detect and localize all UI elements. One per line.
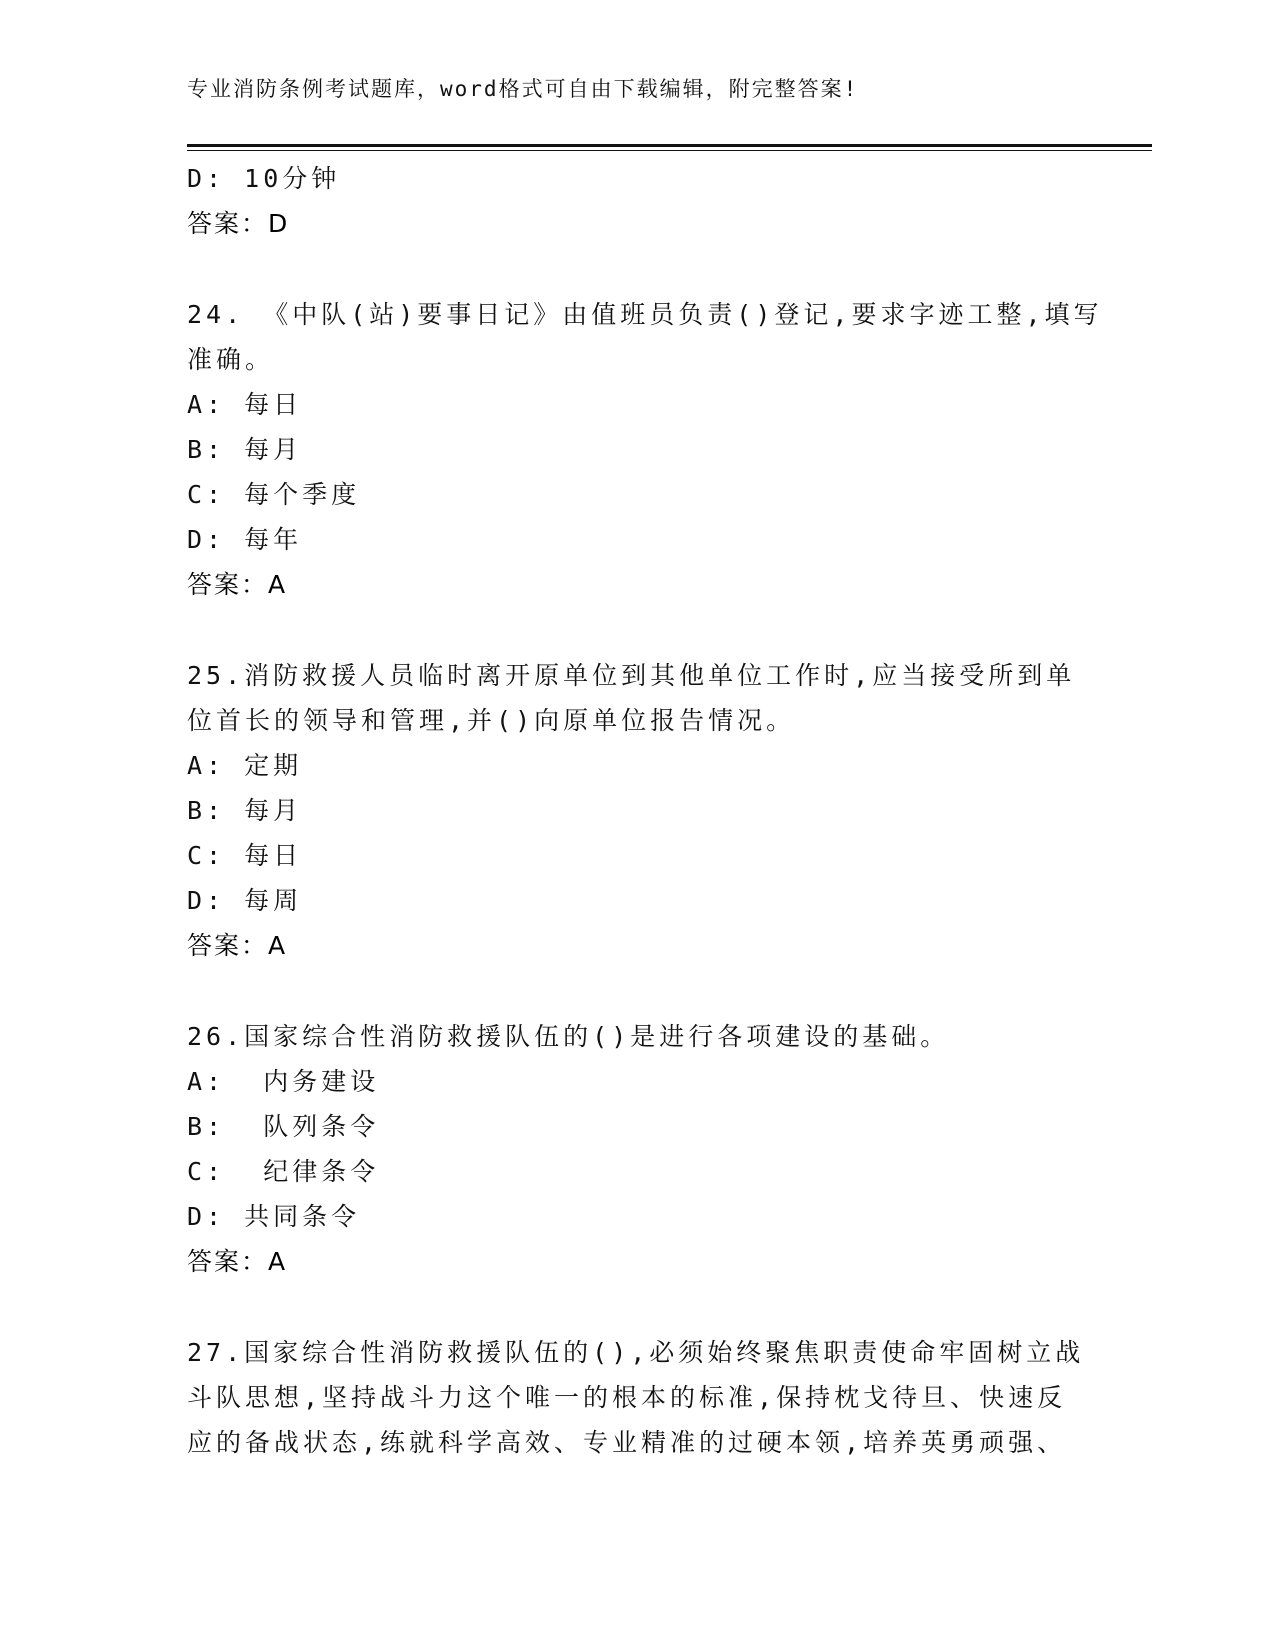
option-d: D: 每年 (187, 525, 303, 554)
option-d: D: 共同条令 (187, 1202, 361, 1231)
question-25 (187, 653, 1076, 968)
answer: 答案：A (187, 931, 288, 960)
question-stem-line: 27.国家综合性消防救援队伍的(),必须始终聚焦职责使命牢固树立战 (187, 1338, 1085, 1367)
header-rule-thin (187, 150, 1152, 151)
answer: 答案：A (187, 570, 288, 599)
prev-option-d: D: 10分钟 (187, 164, 341, 193)
option-c: C: 每日 (187, 841, 303, 870)
question-gap (187, 1284, 1067, 1330)
question-24 (187, 292, 1103, 607)
question-stem-line: 25.消防救援人员临时离开原单位到其他单位工作时,应当接受所到单 (187, 661, 1076, 690)
question-stem-line: 24. 《中队(站)要事日记》由值班员负责()登记,要求字迹工整,填写 (187, 300, 1103, 329)
question-gap (187, 968, 1067, 1014)
question-stem-line: 26.国家综合性消防救援队伍的()是进行各项建设的基础。 (187, 1022, 950, 1051)
option-b: B: 队列条令 (187, 1112, 380, 1141)
question-stem-line: 应的备战状态,练就科学高效、专业精准的过硬本领,培养英勇顽强、 (187, 1428, 1067, 1457)
question-26 (187, 1014, 1067, 1284)
answer: 答案：A (187, 1247, 288, 1276)
page-header: 专业消防条例考试题库，word格式可自由下载编辑，附完整答案! (187, 77, 859, 101)
option-b: B: 每月 (187, 796, 303, 825)
prev-answer: 答案：D (187, 209, 290, 238)
question-stem-line: 位首长的领导和管理,并()向原单位报告情况。 (187, 706, 796, 735)
option-c: C: 纪律条令 (187, 1157, 380, 1186)
option-a: A: 内务建设 (187, 1067, 380, 1096)
document-body (187, 156, 1103, 1465)
option-b: B: 每月 (187, 435, 303, 464)
header-rule-thick (187, 144, 1152, 147)
question-stem-line: 准确。 (187, 345, 275, 374)
question-gap (187, 607, 1067, 653)
option-a: A: 每日 (187, 390, 303, 419)
option-c: C: 每个季度 (187, 480, 361, 509)
question-stem-line: 斗队思想,坚持战斗力这个唯一的根本的标准,保持枕戈待旦、快速反 (187, 1383, 1067, 1412)
option-d: D: 每周 (187, 886, 303, 915)
question-gap (187, 246, 1067, 292)
question-27 (187, 1330, 1085, 1465)
option-a: A: 定期 (187, 751, 303, 780)
